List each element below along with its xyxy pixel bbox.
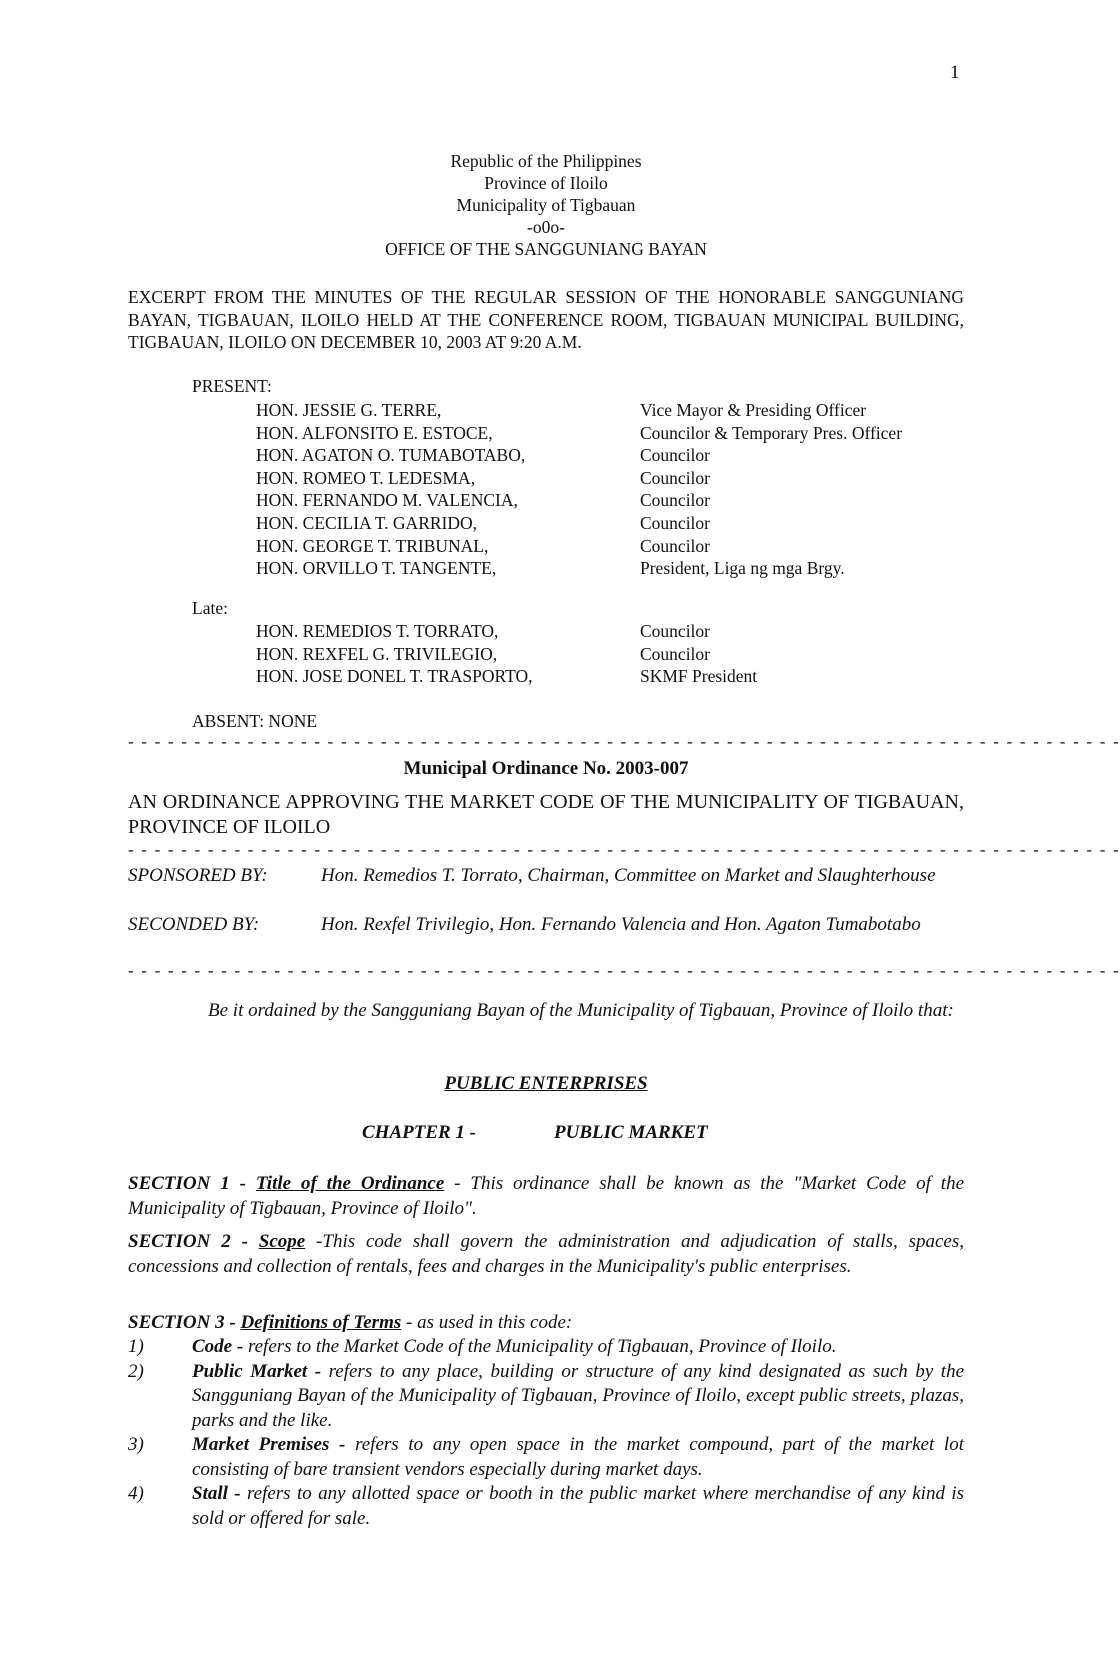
definition-text: refers to any place, building or structure of any kind designated as such by the Sangguniang Bayan of the Municipality of Tigbauan, Province of Iloilo, except public streets, plazas, parks and the like. [192,1360,964,1431]
sponsored-label: SPONSORED BY: [128,865,268,886]
section-2-text: -This code shall govern the administration and adjudication of stalls, spaces, concessions and collection of rentals, fees and charges in the Municipality's public enterprises. [128,1231,964,1277]
attendee-row [256,512,976,535]
sponsored-by-row [128,864,964,889]
section-3 [128,1311,964,1336]
list-item [128,1482,964,1531]
ordinance-number: Municipal Ordinance No. 2003-007 [403,758,689,779]
document-header [128,150,964,260]
present-list [256,399,976,580]
attendee-row [256,399,976,422]
attendee-position: Councilor & Temporary Pres. Officer [640,422,903,443]
attendee-name: HON. REMEDIOS T. TORRATO, [256,621,499,641]
list-item [128,1335,964,1360]
section-1-label: SECTION 1 - [128,1173,256,1194]
item-number: 2) [128,1360,144,1382]
page-number: 1 [950,62,960,83]
separator-line: - - - - - - - - - - - - - - - - - - - - - - - - - - - - - - - - - - - - - - - - - - - - - - - - - - - - - - - - - - - - - - - - - - - - - - - - - - - [128,961,1120,980]
item-number: 3) [128,1434,144,1455]
attendee-position: President, Liga ng mga Brgy. [640,558,845,579]
attendee-name: HON. FERNANDO M. VALENCIA, [256,490,518,511]
chapter-title: PUBLIC MARKET [554,1122,708,1143]
seconded-by: Hon. Rexfel Trivilegio, Hon. Fernando Valencia and Hon. Agaton Tumabotabo [321,914,921,935]
public-enterprises-heading [128,1073,964,1095]
section-3-text: - as used in this code: [401,1312,573,1333]
definition-term: Public Market - [192,1360,322,1382]
attendee-position: Councilor [640,445,710,466]
attendee-name: HON. REXFEL G. TRIVILEGIO, [256,643,498,664]
separator-line: - - - - - - - - - - - - - - - - - - - - - - - - - - - - - - - - - - - - - - - - - - - - - - - - - - - - - - - - - - - - - - - - - - - - - - - - - - - [128,840,1120,859]
attendee-row [256,535,976,558]
attendee-position: Councilor [640,490,710,511]
attendee-position: Councilor [640,643,710,664]
attendee-position: Councilor [640,512,710,533]
attendee-row [256,557,976,580]
present-label: PRESENT: [192,376,272,396]
header-office: OFFICE OF THE SANGGUNIANG BAYAN [385,239,707,259]
section-3-label: SECTION 3 - [128,1312,241,1333]
definition-text: refers to any open space in the market compound, part of the market lot consisting of bare transient vendors especially during market days. [192,1434,964,1480]
late-label: Late: [192,598,228,618]
seconded-by-row [128,913,964,938]
attendee-row [256,665,976,688]
attendee-name: HON. ALFONSITO E. ESTOCE, [256,422,493,443]
separator-line: - - - - - - - - - - - - - - - - - - - - - - - - - - - - - - - - - - - - - - - - - - - - - - - - - - - - - - - - - - - - - - - - - - - - - - - - - - - [128,732,1120,751]
section-2-label: SECTION 2 - [128,1231,248,1252]
section-2-title: Scope [258,1231,306,1252]
definition-text: refers to the Market Code of the Municipality of Tigbauan, Province of Iloilo. [243,1336,837,1357]
attendee-name: HON. AGATON O. TUMABOTABO, [256,445,526,466]
section-1 [128,1172,964,1221]
list-item [128,1360,964,1434]
definition-term: Code - [192,1336,244,1357]
ordinance-title: AN ORDINANCE APPROVING THE MARKET CODE OF THE MUNICIPALITY OF TIGBAUAN, PROVINCE OF ILOILO [128,791,964,838]
definition-term: Stall - [192,1483,241,1504]
seconded-label: SECONDED BY: [128,914,260,935]
public-enterprises-text: PUBLIC ENTERPRISES [444,1073,648,1094]
attendee-position: SKMF President [640,666,758,687]
attendee-row [256,422,976,445]
header-ornament: -o0o- [527,217,565,237]
sponsored-by: Hon. Remedios T. Torrato, Chairman, Committee on Market and Slaughterhouse [321,865,936,886]
attendee-row [256,620,976,643]
attendee-row [256,444,976,467]
header-municipality: Municipality of Tigbauan [456,195,636,215]
ordained-paragraph [128,998,964,1023]
attendee-name: HON. GEORGE T. TRIBUNAL, [256,535,489,556]
attendee-position: Councilor [640,467,710,488]
section-2 [128,1230,964,1279]
list-item [128,1433,964,1482]
section-1-title: Title of the Ordinance [255,1173,445,1194]
attendee-position: Councilor [640,535,710,556]
header-republic: Republic of the Philippines [450,151,642,171]
attendee-name: HON. JOSE DONEL T. TRASPORTO, [256,666,533,687]
attendee-position: Councilor [640,621,710,641]
late-list [256,620,976,688]
attendee-name: HON. JESSIE G. TERRE, [256,400,442,420]
attendee-row [256,489,976,512]
attendee-name: HON. CECILIA T. GARRIDO, [256,512,478,533]
ordained-text: Be it ordained by the Sangguniang Bayan of the Municipality of Tigbauan, Province of Iloilo that: [208,1000,954,1021]
section-1-text: - This ordinance shall be known as the "Market Code of the Municipality of Tigbauan, Province of Iloilo". [128,1173,964,1219]
attendee-row [256,467,976,490]
section-3-title: Definitions of Terms [240,1312,402,1333]
item-number: 1) [128,1336,144,1357]
chapter-label: CHAPTER 1 - [362,1122,477,1143]
header-province: Province of Iloilo [484,173,608,193]
definition-text: refers to any allotted space or booth in the public market where merchandise of any kind is sold or offered for sale. [192,1483,964,1529]
excerpt-paragraph: EXCERPT FROM THE MINUTES OF THE REGULAR SESSION OF THE HONORABLE SANGGUNIANG BAYAN, TIGBAUAN, ILOILO HELD AT THE CONFERENCE ROOM, TIGBAUAN MUNICIPAL BUILDING, TIGBAUAN, ILOILO ON DECEMBER 10, 2003 AT 9:20 A.M. [128,287,964,352]
attendee-name: HON. ROMEO T. LEDESMA, [256,467,476,488]
attendee-position: Vice Mayor & Presiding Officer [640,400,867,420]
attendee-name: HON. ORVILLO T. TANGENTE, [256,558,497,579]
item-number: 4) [128,1483,144,1504]
attendee-row [256,643,976,666]
absent-line: ABSENT: NONE [192,711,318,731]
definitions-list [128,1335,964,1531]
definition-term: Market Premises - [192,1434,346,1455]
